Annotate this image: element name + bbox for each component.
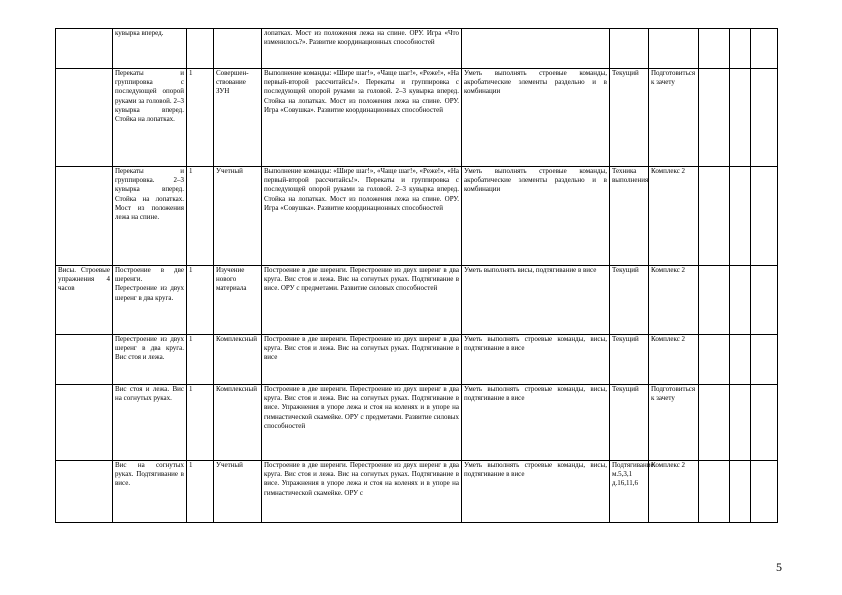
requirements-cell: Уметь выполнять строевые команды, висы, подтягивание в висе (462, 461, 610, 523)
content-cell: Построение в две шеренги. Перестроение из двух шеренг в два круга. Вис стоя и лежа. Вис на согнутых руках. Подтягивание в висе. Упражнения в упоре лежа и стоя на коленях и в упоре на гимнастической скамейке. ОРУ с (262, 461, 462, 523)
empty-cell (699, 69, 730, 167)
hours-cell: 1 (187, 167, 214, 266)
table-row (56, 29, 778, 69)
content-cell: Выполнение команды: «Шире шаг!», «Чаще шаг!», «Реже!», «На первый-второй рассчитайсь!». Перекаты и группировка с последующей опорой руками за головой. 2–3 кувырка вперед. Стойка на лопатках. Мост из положения лежа на спине. ОРУ. Игра «Совушка». Развитие координационных способностей (262, 69, 462, 167)
section-cell (56, 461, 113, 523)
homework-cell: Подготовиться к зачету (649, 69, 699, 167)
empty-cell (751, 29, 778, 69)
lesson-cell: Перестроение из двух шеренг в два круга. Вис стоя и лежа. (113, 335, 187, 385)
empty-cell (730, 29, 751, 69)
homework-cell: Комплекс 2 (649, 461, 699, 523)
control-cell: Текущий (610, 266, 649, 335)
homework-cell (649, 29, 699, 69)
lesson-cell: Вис на согнутых руках. Подтягивание в висе. (113, 461, 187, 523)
section-cell (56, 385, 113, 461)
lesson-type-cell: Комплексный (214, 385, 262, 461)
homework-cell: Подготовиться к зачету (649, 385, 699, 461)
empty-cell (699, 385, 730, 461)
content-cell: лопатках. Мост из положения лежа на спине. ОРУ. Игра «Что изменилось?». Развитие координационных способностей (262, 29, 462, 69)
empty-cell (751, 385, 778, 461)
section-cell: Висы. Строевые упражнения 4 часов (56, 266, 113, 335)
homework-cell: Комплекс 2 (649, 266, 699, 335)
empty-cell (699, 167, 730, 266)
table-row (56, 385, 778, 461)
empty-cell (730, 69, 751, 167)
table-row (56, 266, 778, 335)
requirements-cell: Уметь выполнять строевые команды, висы, подтягивание в висе (462, 385, 610, 461)
empty-cell (751, 69, 778, 167)
empty-cell (730, 461, 751, 523)
hours-cell: 1 (187, 461, 214, 523)
control-cell: Техника выполнения (610, 167, 649, 266)
lesson-cell: Перекаты и группировка с последующей опорой руками за головой. 2–3 кувырка вперед. Стойка на лопатках. (113, 69, 187, 167)
empty-cell (751, 167, 778, 266)
content-cell: Построение в две шеренги. Перестроение из двух шеренг в два круга. Вис стоя и лежа. Вис на согнутых руках. Подтягивание в висе (262, 335, 462, 385)
lesson-type-cell: Учетный (214, 167, 262, 266)
hours-cell: 1 (187, 266, 214, 335)
empty-cell (730, 167, 751, 266)
empty-cell (699, 29, 730, 69)
empty-cell (751, 335, 778, 385)
table-row (56, 335, 778, 385)
table-row (56, 69, 778, 167)
empty-cell (699, 266, 730, 335)
lesson-plan-table (55, 28, 778, 523)
lesson-cell: Перекаты и группировка. 2–3 кувырка вперед. Стойка на лопатках. Мост из положения лежа на спине. (113, 167, 187, 266)
lesson-type-cell: Совершен-ствование ЗУН (214, 69, 262, 167)
control-cell: Текущий (610, 385, 649, 461)
requirements-cell: Уметь выполнять строевые команды, акробатические элементы раздельно и в комбинации (462, 167, 610, 266)
lesson-type-cell: Комплексный (214, 335, 262, 385)
homework-cell: Комплекс 2 (649, 167, 699, 266)
hours-cell (187, 29, 214, 69)
lesson-type-cell: Изучение нового материала (214, 266, 262, 335)
control-cell: Подтягивание: м.5,3,1 д.16,11,6 (610, 461, 649, 523)
section-cell (56, 69, 113, 167)
empty-cell (730, 335, 751, 385)
table-row (56, 461, 778, 523)
requirements-cell: Уметь выполнять строевые команды, висы, подтягивание в висе (462, 335, 610, 385)
lesson-cell: кувырка вперед. (113, 29, 187, 69)
lesson-cell: Построение в две шеренги. Перестроение из двух шеренг в два круга. (113, 266, 187, 335)
hours-cell: 1 (187, 69, 214, 167)
requirements-cell (462, 29, 610, 69)
page-number: 5 (776, 560, 782, 574)
requirements-cell: Уметь выполнять строевые команды, акробатические элементы раздельно и в комбинации (462, 69, 610, 167)
empty-cell (699, 335, 730, 385)
table-row (56, 167, 778, 266)
empty-cell (730, 385, 751, 461)
empty-cell (730, 266, 751, 335)
lesson-type-cell: Учетный (214, 461, 262, 523)
empty-cell (751, 266, 778, 335)
section-cell (56, 167, 113, 266)
empty-cell (699, 461, 730, 523)
homework-cell: Комплекс 2 (649, 335, 699, 385)
content-cell: Построение в две шеренги. Перестроение из двух шеренг в два круга. Вис стоя и лежа. Вис на согнутых руках. Подтягивание в висе. ОРУ с предметами. Развитие силовых способностей (262, 266, 462, 335)
requirements-cell: Уметь выполнять висы, подтягивание в висе (462, 266, 610, 335)
hours-cell: 1 (187, 385, 214, 461)
lesson-cell: Вис стоя и лежа. Вис на согнутых руках. (113, 385, 187, 461)
control-cell: Текущий (610, 69, 649, 167)
content-cell: Построение в две шеренги. Перестроение из двух шеренг в два круга. Вис стоя и лежа. Вис на согнутых руках. Подтягивание в висе. Упражнения в упоре лежа и стоя на коленях и в упоре на гимнастической скамейке. ОРУ с предметами. Развитие силовых способностей (262, 385, 462, 461)
section-cell (56, 335, 113, 385)
lesson-type-cell (214, 29, 262, 69)
control-cell: Текущий (610, 335, 649, 385)
content-cell: Выполнение команды: «Шире шаг!», «Чаще шаг!», «Реже!», «На первый-второй рассчитайсь!». Перекаты и группировка с последующей опорой руками за головой. 2–3 кувырка вперед. Стойка на лопатках. Мост из положения лежа на спине. ОРУ. Игра «Совушка». Развитие координационных способностей (262, 167, 462, 266)
hours-cell: 1 (187, 335, 214, 385)
section-cell (56, 29, 113, 69)
control-cell (610, 29, 649, 69)
empty-cell (751, 461, 778, 523)
